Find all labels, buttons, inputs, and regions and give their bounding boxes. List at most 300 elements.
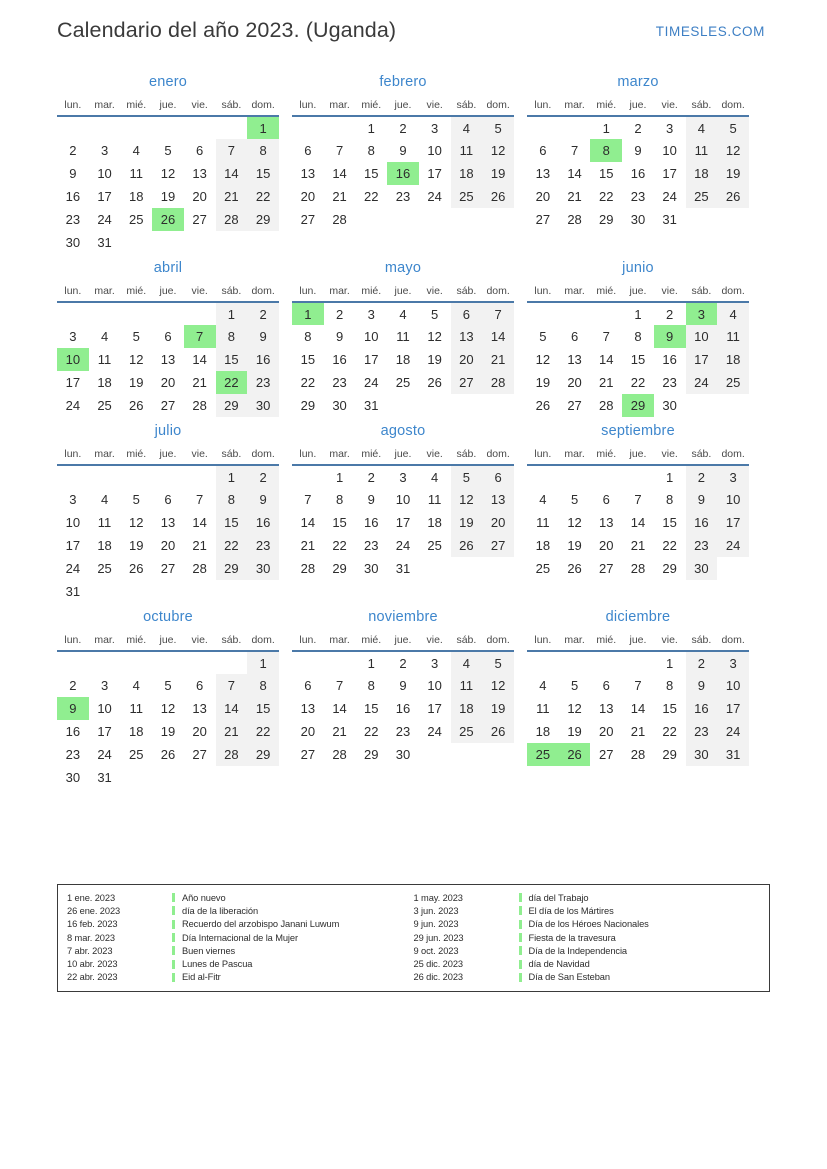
day-cell[interactable]: 16 [686,511,718,534]
day-cell[interactable]: 6 [196,678,204,693]
day-cell[interactable]: 31 [65,584,81,599]
day-cell[interactable]: 15 [216,348,248,371]
day-cell[interactable]: 24 [427,189,442,204]
day-cell[interactable]: 27 [599,747,614,762]
day-cell[interactable]: 10 [97,701,112,716]
day-cell[interactable]: 12 [567,515,582,530]
day-cell[interactable]: 2 [335,307,344,322]
day-cell[interactable]: 15 [247,162,279,185]
day-cell[interactable]: 4 [100,329,109,344]
day-cell[interactable]: 3 [666,121,674,136]
day-cell[interactable]: 24 [717,534,749,557]
day-cell[interactable]: 12 [567,701,582,716]
day-cell[interactable]: 26 [129,398,144,413]
day-cell[interactable]: 6 [304,143,312,158]
day-cell[interactable]: 28 [300,561,316,576]
day-cell[interactable]: 22 [599,189,614,204]
day-cell[interactable]: 4 [132,678,140,693]
day-cell[interactable]: 29 [364,747,379,762]
day-cell[interactable]: 15 [332,515,347,530]
day-cell[interactable]: 21 [216,720,248,743]
day-cell[interactable]: 17 [717,511,749,534]
day-cell[interactable]: 30 [630,212,646,227]
day-cell[interactable]: 19 [160,724,176,739]
day-cell[interactable]: 8 [247,674,279,697]
day-cell[interactable]: 20 [300,189,316,204]
day-cell[interactable]: 6 [196,143,204,158]
day-cell[interactable]: 22 [216,534,248,557]
day-cell[interactable]: 17 [427,166,442,181]
day-cell[interactable]: 18 [427,515,442,530]
day-cell[interactable]: 1 [602,121,610,136]
day-cell-holiday[interactable]: 26 [152,208,184,231]
day-cell[interactable]: 17 [395,515,411,530]
day-cell[interactable]: 22 [630,375,646,390]
day-cell[interactable]: 26 [482,185,514,208]
day-cell[interactable]: 22 [300,375,316,390]
day-cell[interactable]: 2 [247,465,279,488]
day-cell[interactable]: 20 [192,724,207,739]
day-cell[interactable]: 21 [192,375,207,390]
day-cell[interactable]: 14 [630,515,646,530]
day-cell[interactable]: 4 [539,678,547,693]
day-cell-holiday[interactable]: 10 [57,348,89,371]
day-cell[interactable]: 24 [65,398,81,413]
day-cell[interactable]: 5 [482,651,514,674]
day-cell[interactable]: 19 [567,538,582,553]
day-cell[interactable]: 5 [132,329,140,344]
day-cell[interactable]: 31 [717,743,749,766]
day-cell[interactable]: 10 [364,329,379,344]
day-cell[interactable]: 3 [69,492,77,507]
day-cell[interactable]: 9 [367,492,375,507]
day-cell[interactable]: 19 [129,538,144,553]
day-cell[interactable]: 26 [427,375,442,390]
day-cell[interactable]: 15 [662,515,677,530]
day-cell[interactable]: 22 [247,720,279,743]
day-cell[interactable]: 5 [570,492,579,507]
day-cell[interactable]: 9 [247,325,279,348]
day-cell[interactable]: 7 [482,302,514,325]
day-cell[interactable]: 29 [247,208,279,231]
day-cell[interactable]: 30 [247,394,279,417]
day-cell[interactable]: 19 [482,697,514,720]
day-cell[interactable]: 26 [160,747,176,762]
day-cell[interactable]: 11 [427,492,442,507]
day-cell[interactable]: 3 [100,143,109,158]
day-cell[interactable]: 9 [686,674,718,697]
day-cell[interactable]: 23 [65,747,81,762]
day-cell[interactable]: 31 [662,212,677,227]
day-cell[interactable]: 20 [192,189,207,204]
day-cell[interactable]: 4 [539,492,547,507]
day-cell[interactable]: 23 [686,720,718,743]
day-cell[interactable]: 20 [599,724,614,739]
day-cell[interactable]: 18 [97,375,112,390]
day-cell[interactable]: 6 [602,678,610,693]
day-cell[interactable]: 5 [539,329,547,344]
day-cell[interactable]: 21 [630,724,646,739]
day-cell[interactable]: 9 [399,678,407,693]
day-cell[interactable]: 28 [332,212,347,227]
day-cell[interactable]: 18 [395,352,411,367]
day-cell[interactable]: 3 [367,307,375,322]
day-cell[interactable]: 27 [160,398,176,413]
day-cell[interactable]: 28 [630,747,646,762]
day-cell[interactable]: 17 [65,538,81,553]
day-cell[interactable]: 28 [332,747,347,762]
day-cell[interactable]: 12 [717,139,749,162]
day-cell[interactable]: 6 [482,465,514,488]
day-cell[interactable]: 10 [686,325,718,348]
day-cell[interactable]: 19 [451,511,483,534]
day-cell[interactable]: 18 [129,189,144,204]
day-cell[interactable]: 6 [570,329,579,344]
day-cell[interactable]: 29 [332,561,347,576]
day-cell-holiday[interactable]: 26 [559,743,591,766]
day-cell[interactable]: 13 [300,701,316,716]
day-cell[interactable]: 13 [192,701,207,716]
day-cell[interactable]: 14 [332,701,347,716]
day-cell[interactable]: 3 [431,121,439,136]
day-cell[interactable]: 8 [247,139,279,162]
day-cell[interactable]: 11 [451,139,483,162]
day-cell[interactable]: 11 [129,701,143,716]
day-cell[interactable]: 11 [451,674,483,697]
day-cell[interactable]: 18 [686,162,718,185]
day-cell[interactable]: 27 [567,398,582,413]
day-cell[interactable]: 8 [304,329,312,344]
day-cell[interactable]: 7 [335,678,344,693]
day-cell-holiday[interactable]: 22 [216,371,248,394]
day-cell[interactable]: 17 [65,375,81,390]
day-cell[interactable]: 12 [535,352,551,367]
day-cell[interactable]: 10 [662,143,677,158]
day-cell[interactable]: 14 [300,515,316,530]
day-cell[interactable]: 1 [367,656,375,671]
day-cell[interactable]: 6 [602,492,610,507]
day-cell[interactable]: 25 [129,747,144,762]
day-cell[interactable]: 19 [129,375,144,390]
day-cell[interactable]: 6 [539,143,547,158]
day-cell[interactable]: 16 [686,697,718,720]
day-cell[interactable]: 15 [216,511,248,534]
day-cell[interactable]: 16 [630,166,646,181]
day-cell[interactable]: 14 [567,166,582,181]
day-cell[interactable]: 27 [192,747,207,762]
day-cell[interactable]: 4 [717,302,749,325]
day-cell[interactable]: 28 [192,398,207,413]
day-cell[interactable]: 27 [535,212,551,227]
day-cell[interactable]: 7 [570,143,579,158]
day-cell[interactable]: 25 [395,375,411,390]
day-cell[interactable]: 7 [634,678,642,693]
month-title[interactable]: marzo [617,74,659,90]
day-cell[interactable]: 18 [451,162,483,185]
day-cell[interactable]: 18 [717,348,749,371]
day-cell[interactable]: 30 [395,747,411,762]
day-cell[interactable]: 5 [570,678,579,693]
day-cell[interactable]: 24 [65,561,81,576]
day-cell[interactable]: 23 [364,538,379,553]
day-cell[interactable]: 28 [192,561,207,576]
day-cell[interactable]: 15 [630,352,646,367]
day-cell[interactable]: 1 [634,307,642,322]
day-cell[interactable]: 30 [65,770,81,785]
day-cell-holiday[interactable]: 29 [622,394,654,417]
day-cell[interactable]: 27 [300,212,316,227]
day-cell[interactable]: 9 [399,143,407,158]
day-cell[interactable]: 1 [666,656,674,671]
day-cell-holiday[interactable]: 9 [57,697,89,720]
day-cell[interactable]: 9 [686,488,718,511]
day-cell-holiday[interactable]: 3 [686,302,718,325]
day-cell[interactable]: 8 [666,678,674,693]
day-cell[interactable]: 2 [399,656,407,671]
day-cell[interactable]: 3 [100,678,109,693]
day-cell[interactable]: 23 [247,371,279,394]
day-cell[interactable]: 10 [717,488,749,511]
day-cell[interactable]: 23 [332,375,347,390]
day-cell[interactable]: 7 [196,492,204,507]
day-cell-holiday[interactable]: 25 [527,743,559,766]
day-cell[interactable]: 10 [97,166,112,181]
day-cell[interactable]: 1 [666,470,674,485]
day-cell[interactable]: 27 [451,371,483,394]
day-cell[interactable]: 11 [536,515,550,530]
day-cell[interactable]: 19 [717,162,749,185]
day-cell[interactable]: 7 [304,492,312,507]
day-cell[interactable]: 13 [482,488,514,511]
day-cell[interactable]: 17 [662,166,677,181]
month-title[interactable]: septiembre [601,423,675,439]
day-cell[interactable]: 4 [132,143,140,158]
month-title[interactable]: agosto [380,423,426,439]
day-cell[interactable]: 3 [717,651,749,674]
day-cell[interactable]: 22 [332,538,347,553]
day-cell[interactable]: 13 [599,701,614,716]
day-cell[interactable]: 30 [65,235,81,250]
day-cell[interactable]: 28 [216,208,248,231]
day-cell[interactable]: 7 [216,139,248,162]
day-cell[interactable]: 18 [129,724,144,739]
day-cell[interactable]: 12 [451,488,483,511]
day-cell[interactable]: 11 [129,166,143,181]
day-cell[interactable]: 18 [97,538,112,553]
day-cell[interactable]: 25 [97,561,112,576]
day-cell[interactable]: 23 [630,189,646,204]
day-cell[interactable]: 25 [451,185,483,208]
day-cell[interactable]: 9 [69,166,77,181]
day-cell[interactable]: 5 [431,307,439,322]
day-cell[interactable]: 29 [662,747,677,762]
day-cell[interactable]: 15 [364,701,379,716]
day-cell[interactable]: 11 [396,329,410,344]
day-cell[interactable]: 3 [717,465,749,488]
day-cell[interactable]: 13 [599,515,614,530]
day-cell[interactable]: 10 [427,678,442,693]
day-cell[interactable]: 8 [216,325,248,348]
day-cell[interactable]: 13 [300,166,316,181]
day-cell[interactable]: 11 [536,701,550,716]
day-cell[interactable]: 17 [427,701,442,716]
day-cell[interactable]: 12 [160,701,176,716]
day-cell[interactable]: 13 [192,166,207,181]
day-cell[interactable]: 24 [717,720,749,743]
day-cell[interactable]: 2 [634,121,642,136]
day-cell[interactable]: 21 [192,538,207,553]
day-cell[interactable]: 22 [364,724,379,739]
day-cell-holiday[interactable]: 1 [247,116,279,139]
day-cell[interactable]: 17 [717,697,749,720]
day-cell[interactable]: 16 [332,352,347,367]
day-cell[interactable]: 9 [335,329,344,344]
day-cell[interactable]: 23 [395,724,411,739]
day-cell[interactable]: 17 [97,724,112,739]
day-cell[interactable]: 20 [300,724,316,739]
day-cell[interactable]: 7 [602,329,610,344]
day-cell[interactable]: 11 [97,352,112,367]
day-cell[interactable]: 27 [599,561,614,576]
day-cell[interactable]: 27 [160,561,176,576]
day-cell[interactable]: 15 [300,352,316,367]
day-cell[interactable]: 7 [634,492,642,507]
day-cell[interactable]: 14 [216,162,248,185]
day-cell[interactable]: 12 [482,139,514,162]
day-cell[interactable]: 8 [634,329,642,344]
day-cell[interactable]: 12 [129,352,144,367]
day-cell[interactable]: 20 [451,348,483,371]
day-cell[interactable]: 6 [164,329,172,344]
day-cell[interactable]: 21 [599,375,614,390]
day-cell[interactable]: 26 [129,561,144,576]
day-cell[interactable]: 29 [216,394,248,417]
day-cell[interactable]: 25 [717,371,749,394]
day-cell[interactable]: 3 [69,329,77,344]
day-cell[interactable]: 21 [630,538,646,553]
day-cell-holiday[interactable]: 9 [654,325,686,348]
month-title[interactable]: enero [148,74,188,90]
day-cell[interactable]: 26 [451,534,483,557]
day-cell[interactable]: 30 [686,743,718,766]
month-title[interactable]: febrero [379,74,427,90]
day-cell[interactable]: 28 [216,743,248,766]
day-cell[interactable]: 24 [662,189,677,204]
day-cell[interactable]: 12 [482,674,514,697]
day-cell[interactable]: 21 [482,348,514,371]
day-cell[interactable]: 20 [482,511,514,534]
day-cell[interactable]: 28 [482,371,514,394]
day-cell[interactable]: 31 [364,398,379,413]
day-cell[interactable]: 11 [717,325,749,348]
day-cell[interactable]: 3 [431,656,439,671]
day-cell[interactable]: 24 [395,538,411,553]
day-cell[interactable]: 16 [364,515,379,530]
day-cell[interactable]: 29 [662,561,677,576]
day-cell[interactable]: 10 [427,143,442,158]
day-cell[interactable]: 23 [395,189,411,204]
day-cell-holiday[interactable]: 7 [184,325,216,348]
day-cell[interactable]: 12 [129,515,144,530]
day-cell[interactable]: 6 [164,492,172,507]
day-cell[interactable]: 16 [65,189,81,204]
day-cell[interactable]: 4 [451,116,483,139]
day-cell[interactable]: 18 [535,724,551,739]
day-cell[interactable]: 27 [300,747,316,762]
day-cell[interactable]: 5 [717,116,749,139]
day-cell[interactable]: 7 [216,674,248,697]
day-cell[interactable]: 15 [364,166,379,181]
day-cell[interactable]: 30 [364,561,379,576]
day-cell[interactable]: 18 [535,538,551,553]
day-cell[interactable]: 29 [216,557,248,580]
day-cell[interactable]: 21 [332,189,347,204]
day-cell[interactable]: 4 [399,307,407,322]
day-cell[interactable]: 28 [567,212,582,227]
day-cell[interactable]: 30 [662,398,677,413]
day-cell[interactable]: 19 [567,724,582,739]
day-cell[interactable]: 1 [367,121,375,136]
day-cell[interactable]: 14 [192,352,207,367]
day-cell[interactable]: 8 [367,143,375,158]
day-cell[interactable]: 11 [97,515,112,530]
day-cell[interactable]: 16 [247,348,279,371]
day-cell[interactable]: 13 [567,352,582,367]
day-cell[interactable]: 2 [69,678,77,693]
day-cell[interactable]: 7 [335,143,344,158]
site-brand-logo[interactable]: TIMESLES.COM [655,24,765,39]
day-cell[interactable]: 10 [65,515,81,530]
day-cell[interactable]: 15 [599,166,614,181]
month-title[interactable]: julio [154,423,182,439]
day-cell[interactable]: 19 [482,162,514,185]
day-cell[interactable]: 16 [395,701,411,716]
month-title[interactable]: mayo [384,260,422,276]
day-cell[interactable]: 14 [482,325,514,348]
day-cell[interactable]: 5 [132,492,140,507]
day-cell[interactable]: 17 [686,348,718,371]
day-cell[interactable]: 22 [662,538,677,553]
day-cell[interactable]: 30 [247,557,279,580]
day-cell[interactable]: 23 [247,534,279,557]
day-cell[interactable]: 9 [634,143,642,158]
day-cell[interactable]: 1 [335,470,344,485]
day-cell[interactable]: 26 [482,720,514,743]
day-cell[interactable]: 25 [97,398,112,413]
day-cell[interactable]: 3 [399,470,407,485]
day-cell[interactable]: 31 [97,770,112,785]
day-cell[interactable]: 17 [97,189,112,204]
day-cell[interactable]: 1 [216,465,248,488]
day-cell[interactable]: 15 [662,701,677,716]
day-cell[interactable]: 24 [364,375,379,390]
month-title[interactable]: diciembre [605,609,671,625]
day-cell[interactable]: 8 [367,678,375,693]
day-cell[interactable]: 25 [535,561,551,576]
day-cell[interactable]: 24 [97,747,112,762]
day-cell[interactable]: 14 [192,515,207,530]
day-cell[interactable]: 29 [599,212,614,227]
day-cell[interactable]: 28 [599,398,614,413]
day-cell[interactable]: 23 [686,534,718,557]
day-cell[interactable]: 25 [427,538,442,553]
day-cell[interactable]: 19 [160,189,176,204]
day-cell[interactable]: 13 [160,515,176,530]
day-cell[interactable]: 20 [599,538,614,553]
day-cell[interactable]: 26 [717,185,749,208]
day-cell[interactable]: 16 [65,724,81,739]
day-cell[interactable]: 13 [451,325,483,348]
